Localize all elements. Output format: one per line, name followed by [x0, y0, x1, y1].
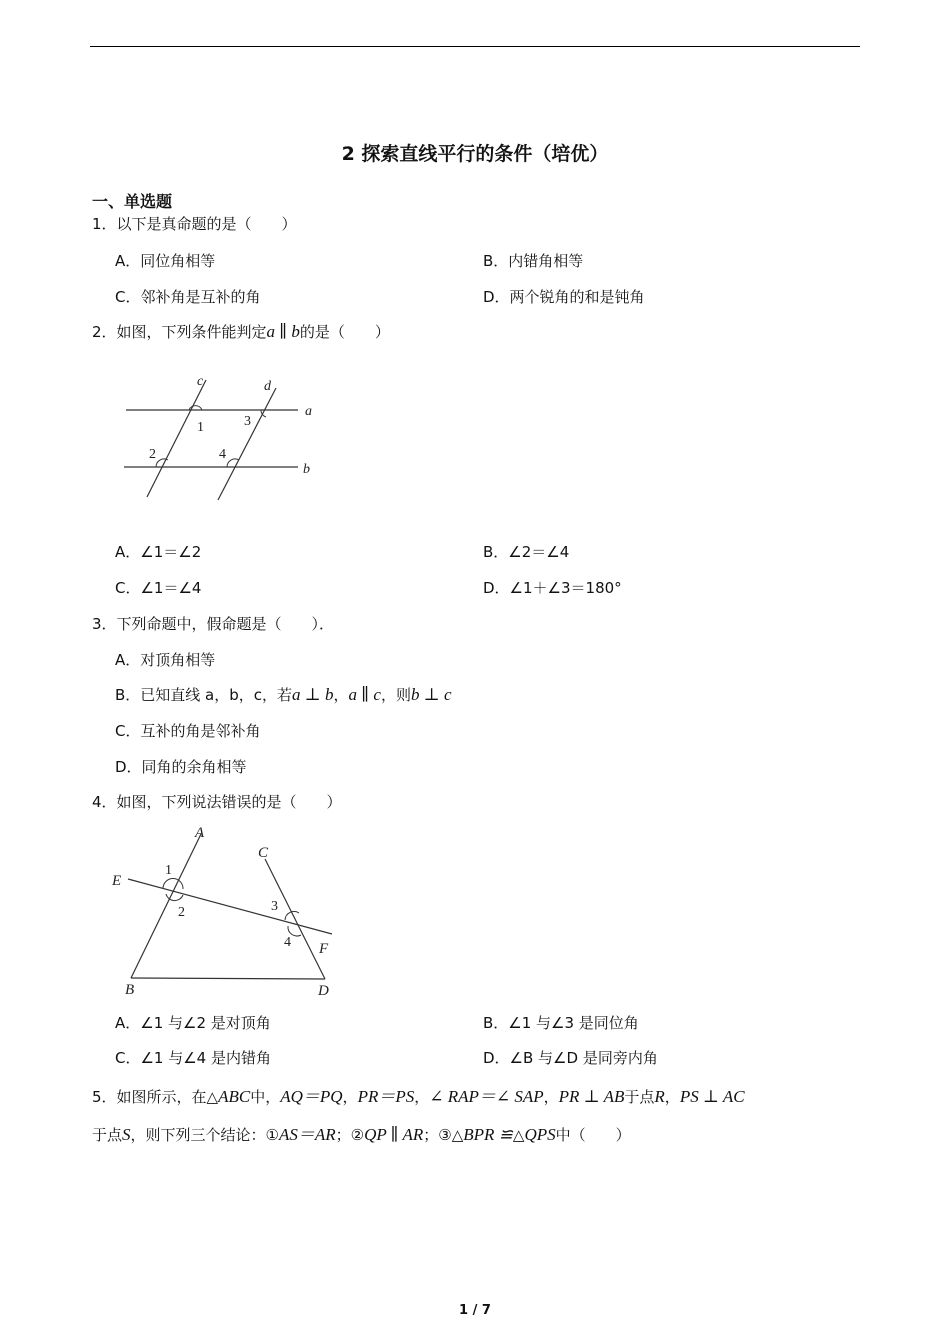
q5-text: 5．如图所示，在△ — [92, 1088, 219, 1106]
question-2-figure — [118, 370, 323, 502]
q5-math: S — [122, 1125, 131, 1144]
question-3-option-b-math-3: b ⊥ c — [410, 685, 452, 704]
question-2-stem — [92, 321, 390, 342]
question-4-stem: 4．如图，下列说法错误的是（ ） — [92, 793, 342, 811]
question-3-option-a: A．对顶角相等 — [115, 651, 216, 669]
label-angle-1: 1 — [197, 420, 204, 435]
question-3-option-b — [115, 684, 452, 705]
label-angle-1: 1 — [165, 863, 172, 878]
question-3-option-b-math-1: a ⊥ b — [292, 685, 334, 704]
question-3-option-b-text: B．已知直线 a，b，c，若 — [115, 686, 293, 704]
label-D: D — [318, 983, 329, 999]
question-1-stem: 1．以下是真命题的是（ ） — [92, 215, 297, 233]
q5-text: ， — [543, 1088, 559, 1106]
q5-math: ∠ RAP＝∠ SAP — [429, 1087, 544, 1106]
label-angle-3: 3 — [271, 899, 278, 914]
line-cd — [265, 859, 325, 979]
q5-math: AS＝AR — [278, 1125, 336, 1144]
question-2-stem-text: 2．如图，下列条件能判定 — [92, 323, 267, 341]
question-3-option-b-math-2: a ∥ c — [348, 685, 381, 704]
q5-math: PR＝PS — [357, 1087, 415, 1106]
question-4-option-d: D．∠B 与∠D 是同旁内角 — [483, 1049, 658, 1067]
question-1-option-d: D．两个锐角的和是钝角 — [483, 288, 645, 306]
question-4-option-c: C．∠1 与∠4 是内错角 — [115, 1049, 271, 1067]
q5-text: 中， — [250, 1088, 281, 1106]
q5-text: △ — [512, 1126, 525, 1144]
q5-math: PS ⊥ AC — [679, 1087, 745, 1106]
label-a: a — [305, 404, 312, 419]
label-c: c — [197, 374, 204, 389]
question-3-option-c: C．互补的角是邻补角 — [115, 722, 261, 740]
label-d: d — [264, 379, 271, 394]
q5-math: AQ＝PQ — [280, 1087, 343, 1106]
label-angle-2: 2 — [149, 447, 156, 462]
line-d — [218, 388, 276, 500]
question-2-option-a: A．∠1＝∠2 — [115, 543, 202, 561]
q5-math: PR ⊥ AB — [558, 1087, 625, 1106]
label-E: E — [112, 873, 122, 889]
document-title: 2 探索直线平行的条件（培优） — [341, 143, 609, 165]
question-3-option-d: D．同角的余角相等 — [115, 758, 247, 776]
q5-text: ；② — [335, 1126, 365, 1144]
section-heading: 一、单选题 — [92, 192, 173, 211]
header-rule — [90, 46, 860, 47]
q5-text: ，则下列三个结论：① — [130, 1126, 279, 1144]
label-F: F — [319, 941, 329, 957]
question-4-option-a: A．∠1 与∠2 是对顶角 — [115, 1014, 271, 1032]
label-b: b — [303, 462, 310, 477]
line-c — [147, 380, 206, 497]
question-4-figure — [108, 822, 340, 1000]
angle-arc-1 — [163, 878, 183, 889]
label-B: B — [125, 982, 135, 998]
question-1-option-a: A．同位角相等 — [115, 252, 216, 270]
question-3-option-b-sep-2: ，则 — [380, 686, 411, 704]
q5-math: QPS — [524, 1125, 556, 1144]
label-C: C — [258, 845, 269, 861]
question-2-option-d: D．∠1＋∠3＝180° — [483, 579, 622, 597]
question-2-option-b: B．∠2＝∠4 — [483, 543, 570, 561]
q5-text: ， — [664, 1088, 680, 1106]
q5-text: ， — [414, 1088, 430, 1106]
line-bd — [131, 978, 325, 979]
q5-math: QP ∥ AR — [364, 1125, 424, 1144]
question-5-stem-line-2 — [92, 1120, 631, 1145]
question-5-stem-line-1 — [92, 1082, 745, 1107]
question-3-stem: 3．下列命题中，假命题是（ ）． — [92, 615, 335, 633]
label-A: A — [195, 825, 205, 841]
question-1-option-c: C．邻补角是互补的角 — [115, 288, 261, 306]
q5-text: 于点 — [92, 1126, 123, 1144]
label-angle-3: 3 — [244, 414, 251, 429]
q5-text: ， — [342, 1088, 358, 1106]
q5-text: ；③△ — [423, 1126, 464, 1144]
question-2-stem-tail: 的是（ ） — [299, 323, 390, 341]
line-ab — [131, 834, 201, 978]
question-1-option-b: B．内错角相等 — [483, 252, 584, 270]
q5-text: 于点 — [624, 1088, 655, 1106]
question-2-stem-math: a ∥ b — [266, 322, 300, 341]
q5-text: 中（ ） — [555, 1126, 631, 1144]
question-3-option-b-sep-1: ， — [333, 686, 349, 704]
q5-math: ABC — [218, 1087, 251, 1106]
line-ef — [128, 879, 332, 934]
question-2-option-c: C．∠1＝∠4 — [115, 579, 202, 597]
q5-math: R — [654, 1087, 665, 1106]
label-angle-4: 4 — [219, 447, 226, 462]
page-number: 1 / 7 — [459, 1303, 491, 1318]
label-angle-2: 2 — [178, 905, 185, 920]
q5-math: BPR ≌ — [463, 1125, 513, 1144]
question-4-option-b: B．∠1 与∠3 是同位角 — [483, 1014, 639, 1032]
label-angle-4: 4 — [284, 935, 291, 950]
